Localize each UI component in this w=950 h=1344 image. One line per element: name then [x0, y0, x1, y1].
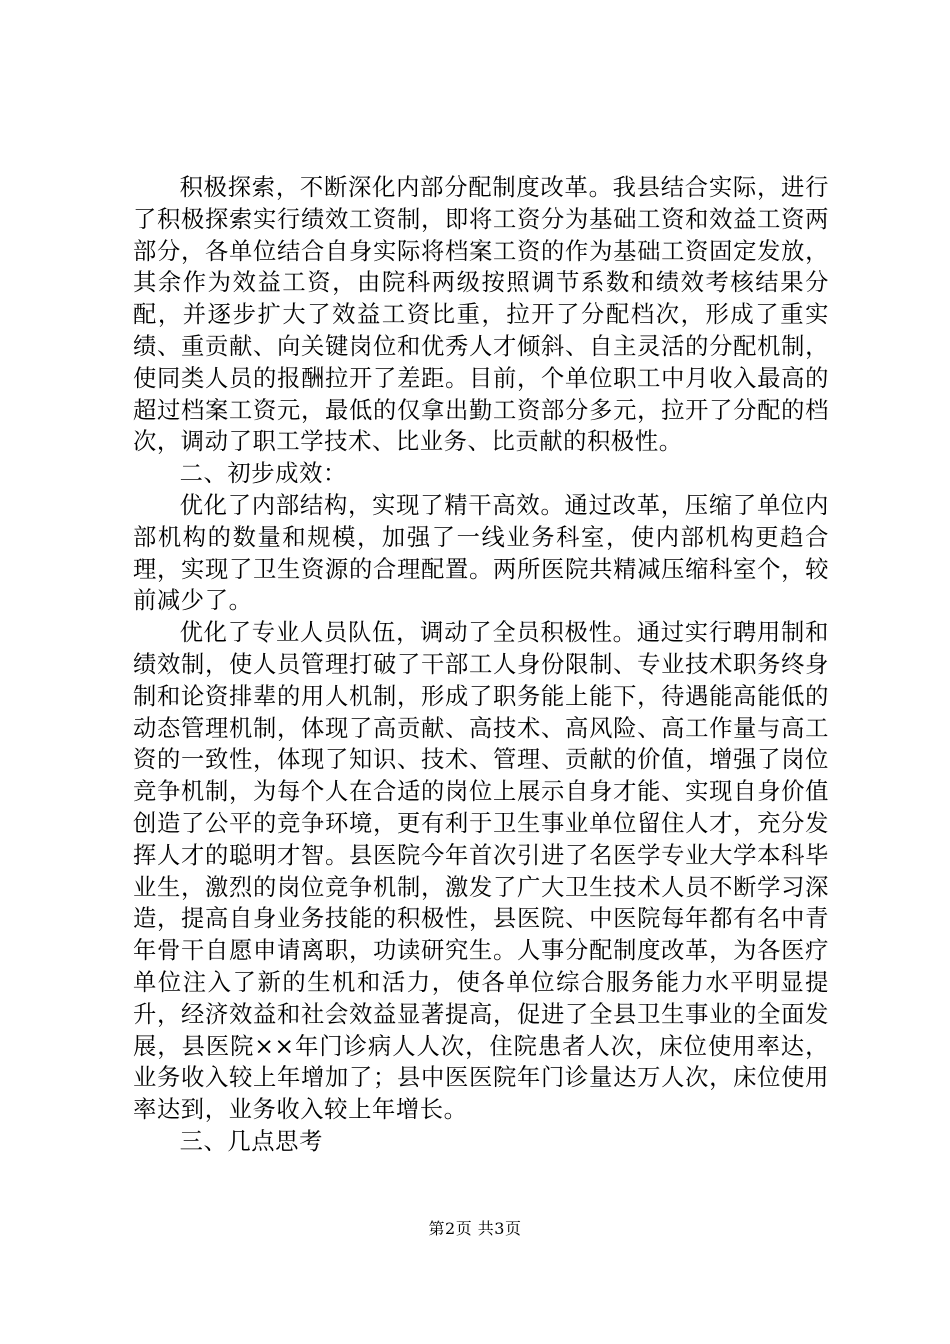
page-number-footer: 第2页 共3页: [428, 1219, 522, 1238]
section-heading-initial-results: 二、初步成效：: [179, 460, 347, 488]
paragraph-staff-optimization: 优化了专业人员队伍，调动了全员积极性。通过实行聘用制和绩效制，使人员管理打破了干部工人身份限制、专业技术职务终身制和论资排辈的用人机制，形成了职务能上能下，待遇能高能低的动态管理机制，体现了高贡献、高技术、高风险、高工作量与高工资的一致性，体现了知识、技术、管理、贡献的价值，增强了岗位竞争机制，为每个人在合适的岗位上展示自身才能、实现自身价值创造了公平的竞争环境，更有利于卫生事业单位留住人才，充分发挥人才的聪明才智。县医院今年首次引进了名医学专业大学本科毕业生，激烈的岗位竞争机制，激发了广大卫生技术人员不断学习深造，提高自身业务技能的积极性，县医院、中医院每年都有名中青年骨干自愿申请离职，功读研究生。人事分配制度改革，为各医疗单位注入了新的生机和活力，使各单位综合服务能力水平明显提升，经济效益和社会效益显著提高，促进了全县卫生事业的全面发展，县医院××年门诊病人人次，住院患者人次，床位使用率达，业务收入较上年增加了；县中医医院年门诊量达万人次，床位使用率达到，业务收入较上年增长。: [133, 619, 829, 1124]
section-heading-reflections: 三、几点思考: [179, 1127, 323, 1155]
paragraph-structure-optimization: 优化了内部结构，实现了精干高效。通过改革，压缩了单位内部机构的数量和规模，加强了一线业务科室，使内部机构更趋合理，实现了卫生资源的合理配置。两所医院共精减压缩科室个，较前减少了。: [133, 491, 829, 615]
document-body: [133, 172, 829, 1158]
paragraph-distribution-reform: 积极探索，不断深化内部分配制度改革。我县结合实际，进行了积极探索实行绩效工资制，即将工资分为基础工资和效益工资两部分，各单位结合自身实际将档案工资的作为基础工资固定发放，其余作为效益工资，由院科两级按照调节系数和绩效考核结果分配，并逐步扩大了效益工资比重，拉开了分配档次，形成了重实绩、重贡献、向关键岗位和优秀人才倾斜、自主灵活的分配机制，使同类人员的报酬拉开了差距。目前，个单位职工中月收入最高的超过档案工资元，最低的仅拿出勤工资部分多元，拉开了分配的档次，调动了职工学技术、比业务、比贡献的积极性。: [133, 174, 829, 456]
